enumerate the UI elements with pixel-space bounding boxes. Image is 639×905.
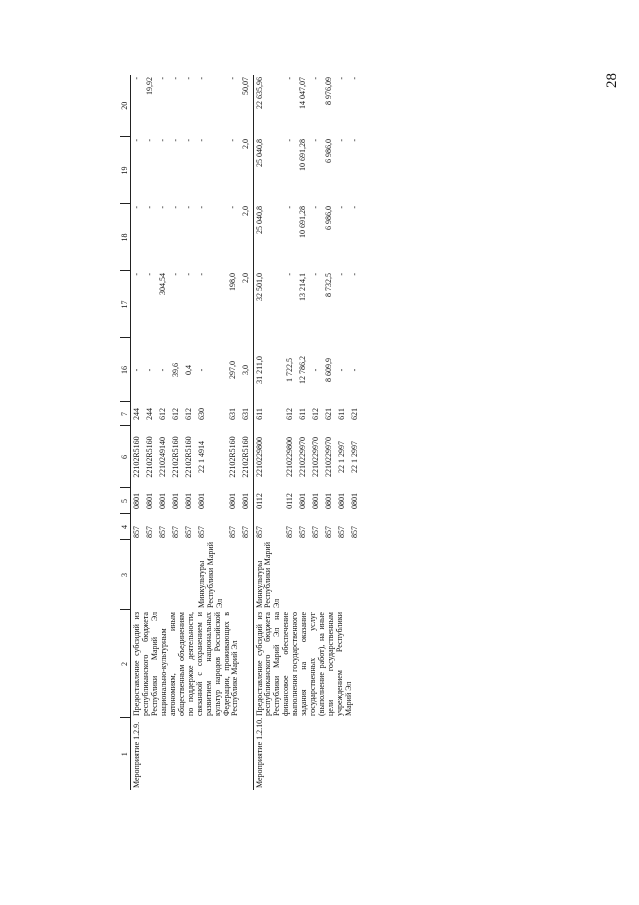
value-cell: - — [131, 137, 144, 204]
value-cell: 0801 — [183, 493, 193, 509]
responsible-cell — [323, 540, 336, 610]
value-cell: - — [131, 204, 144, 271]
value-cell: - — [170, 273, 180, 276]
value-cell: 611 — [337, 408, 347, 420]
value-cell: 857 — [170, 526, 180, 538]
column-header: 19 — [120, 137, 131, 204]
responsible-cell — [144, 540, 157, 610]
responsible-cell — [310, 540, 323, 610]
table-row — [253, 75, 284, 790]
value-cell: 304,54 — [157, 273, 167, 295]
value-cell: - — [183, 273, 193, 276]
value-cell: - — [337, 273, 347, 276]
column-header: 5 — [120, 488, 131, 514]
value-cell: 611 — [298, 408, 308, 420]
value-cell: 22102R5160 — [240, 436, 250, 478]
value-cell: 0801 — [131, 488, 144, 514]
value-cell: 22 635,96 — [253, 75, 284, 137]
value-cell: - — [157, 77, 167, 80]
value-cell: 0801 — [196, 493, 206, 509]
value-cell: - — [311, 273, 321, 276]
value-cell: - — [311, 206, 321, 209]
value-cell: - — [144, 273, 154, 276]
value-cell: 857 — [324, 526, 334, 538]
value-cell: 244 — [144, 408, 154, 420]
value-cell: - — [350, 139, 360, 142]
value-cell: 0801 — [298, 493, 308, 509]
value-cell: - — [183, 206, 193, 209]
value-cell: - — [350, 77, 360, 80]
value-cell: 857 — [337, 526, 347, 538]
value-cell: 39,6 — [170, 363, 180, 377]
value-cell: 631 — [227, 408, 237, 420]
value-cell: - — [170, 206, 180, 209]
value-cell: 2,0 — [240, 273, 250, 283]
column-number-header — [120, 75, 131, 790]
value-cell: - — [183, 77, 193, 80]
value-cell: - — [227, 206, 237, 209]
measure-cell: Мероприятие 1.2.10. — [253, 718, 362, 790]
value-cell: 612 — [157, 408, 167, 420]
value-cell: 8 976,09 — [324, 77, 334, 105]
value-cell: - — [157, 206, 167, 209]
value-cell: 19,92 — [144, 77, 154, 95]
value-cell: 857 — [183, 526, 193, 538]
value-cell: - — [144, 368, 154, 372]
value-cell: - — [196, 273, 206, 276]
column-header: 16 — [120, 338, 131, 402]
budget-table — [120, 75, 362, 790]
value-cell: - — [227, 77, 237, 80]
value-cell: 611 — [253, 402, 284, 426]
responsible-cell — [183, 540, 196, 610]
value-cell: - — [337, 368, 347, 372]
value-cell: - — [311, 77, 321, 80]
value-cell: 2210229800 — [253, 426, 284, 488]
value-cell: - — [227, 139, 237, 142]
value-cell: 621 — [324, 408, 334, 420]
value-cell: 22102R5160 — [183, 436, 193, 478]
responsible-cell — [240, 540, 253, 610]
value-cell: 0801 — [144, 493, 154, 509]
value-cell: 612 — [285, 408, 295, 420]
value-cell: 857 — [253, 514, 284, 540]
value-cell: 50,07 — [240, 77, 250, 95]
value-cell: - — [157, 368, 167, 372]
value-cell: 8 609,9 — [324, 358, 334, 382]
value-cell: 0801 — [337, 493, 347, 509]
value-cell: - — [196, 139, 206, 142]
value-cell: 0,4 — [183, 365, 193, 375]
value-cell: 612 — [170, 408, 180, 420]
value-cell: 857 — [298, 526, 308, 538]
value-cell: 0801 — [170, 493, 180, 509]
value-cell: - — [337, 77, 347, 80]
value-cell: 31 211,0 — [253, 338, 284, 402]
value-cell: - — [285, 77, 295, 80]
value-cell: - — [170, 77, 180, 80]
responsible-cell — [131, 540, 144, 610]
value-cell: - — [285, 139, 295, 142]
value-cell: 2210229970 — [324, 437, 334, 477]
value-cell: - — [350, 206, 360, 209]
value-cell: 22102R5160 — [131, 426, 144, 488]
measure-cell: Мероприятие 1.2.9. — [131, 718, 254, 790]
value-cell: - — [131, 75, 144, 137]
responsible-cell — [284, 540, 297, 610]
value-cell: - — [311, 368, 321, 372]
value-cell: 857 — [311, 526, 321, 538]
value-cell: 25 040,8 — [253, 137, 284, 204]
value-cell: - — [350, 368, 360, 372]
value-cell: - — [285, 273, 295, 276]
value-cell: - — [183, 139, 193, 142]
responsible-cell — [170, 540, 183, 610]
value-cell: 22 1 2997 — [350, 441, 360, 473]
value-cell: 857 — [144, 526, 154, 538]
value-cell: - — [196, 206, 206, 209]
value-cell: 857 — [285, 526, 295, 538]
value-cell: 22 1 2997 — [337, 441, 347, 473]
value-cell: 10 691,28 — [298, 206, 308, 238]
value-cell: 0801 — [227, 493, 237, 509]
value-cell: 198,0 — [227, 273, 237, 291]
column-header: 18 — [120, 204, 131, 271]
value-cell: 621 — [350, 408, 360, 420]
column-header: 20 — [120, 75, 131, 137]
value-cell: 244 — [131, 402, 144, 426]
responsible-cell — [157, 540, 170, 610]
column-header: 7 — [120, 402, 131, 426]
value-cell: 2,0 — [240, 139, 250, 149]
description-cell: Предоставление субсидий из республиканского бюджета Республики Марий Эл на финансовое обеспечение выполнения государственного задания на оказание государственных услуг (выполнение работ), на иные цели государственным учреждением Республики Марий Эл — [253, 610, 362, 718]
value-cell: 1 722,5 — [285, 358, 295, 382]
value-cell: 0801 — [324, 493, 334, 509]
value-cell: 22102R5160 — [144, 436, 154, 478]
value-cell: 10 691,28 — [298, 139, 308, 171]
value-cell: 3,0 — [240, 365, 250, 375]
rotated-table-wrapper — [120, 75, 540, 790]
value-cell: - — [196, 368, 206, 372]
responsible-cell — [336, 540, 349, 610]
value-cell: 0112 — [285, 493, 295, 509]
value-cell: 857 — [350, 526, 360, 538]
responsible-cell: Минкультуры Республики Марий Эл — [196, 542, 224, 608]
value-cell: 2210229970 — [311, 437, 321, 477]
value-cell: - — [144, 206, 154, 209]
value-cell: - — [131, 338, 144, 402]
value-cell: 0112 — [253, 488, 284, 514]
value-cell: 0801 — [350, 493, 360, 509]
value-cell: 0801 — [311, 493, 321, 509]
value-cell: 22102R5160 — [227, 436, 237, 478]
responsible-cell — [349, 540, 362, 610]
value-cell: - — [170, 139, 180, 142]
value-cell: 14 047,07 — [298, 77, 308, 109]
value-cell: 857 — [240, 526, 250, 538]
value-cell: 13 214,1 — [298, 273, 308, 301]
value-cell: 857 — [157, 526, 167, 538]
value-cell: 22102R5160 — [170, 436, 180, 478]
value-cell: 6 986,0 — [324, 139, 334, 163]
value-cell: - — [157, 139, 167, 142]
table-row — [131, 75, 144, 790]
value-cell: - — [131, 271, 144, 338]
description-cell: Предоставление субсидий из республиканского бюджета Республики Марий Эл национально-культурным автономиям, иным общественным объединениям по поддержке деятельности, связанной с сохранением и развитием национальных культур народов Российской Федерации, проживающих в Республике Марий Эл — [131, 610, 254, 718]
responsible-cell — [227, 540, 240, 610]
value-cell: 612 — [183, 408, 193, 420]
value-cell: 631 — [240, 408, 250, 420]
value-cell: 857 — [131, 514, 144, 540]
value-cell: 2210229800 — [285, 437, 295, 477]
value-cell: 8 732,5 — [324, 273, 334, 297]
value-cell: 6 986,0 — [324, 206, 334, 230]
column-header: 4 — [120, 514, 131, 540]
value-cell: - — [350, 273, 360, 276]
value-cell: 857 — [196, 526, 206, 538]
page-number: 28 — [604, 73, 620, 88]
value-cell: - — [285, 206, 295, 209]
value-cell: - — [144, 139, 154, 142]
value-cell: 0801 — [240, 493, 250, 509]
responsible-cell: Минкультуры Республики Марий Эл — [253, 540, 284, 610]
column-header: 17 — [120, 271, 131, 338]
column-header: 6 — [120, 426, 131, 488]
value-cell: 630 — [196, 408, 206, 420]
value-cell: 612 — [311, 408, 321, 420]
value-cell: 857 — [227, 526, 237, 538]
value-cell: 297,0 — [227, 361, 237, 379]
value-cell: 0801 — [157, 493, 167, 509]
value-cell: 2210249140 — [157, 437, 167, 477]
column-header: 3 — [120, 540, 131, 610]
responsible-cell — [297, 540, 310, 610]
value-cell: - — [196, 77, 206, 80]
value-cell: - — [337, 139, 347, 142]
value-cell: 12 786,2 — [298, 356, 308, 384]
column-header: 1 — [120, 718, 131, 790]
value-cell: 32 501,0 — [253, 271, 284, 338]
column-header: 2 — [120, 610, 131, 718]
value-cell: 25 040,8 — [253, 204, 284, 271]
value-cell: 22 1 4914 — [196, 441, 206, 473]
value-cell: - — [337, 206, 347, 209]
value-cell: - — [311, 139, 321, 142]
value-cell: 2,0 — [240, 206, 250, 216]
value-cell: 2210229970 — [298, 437, 308, 477]
